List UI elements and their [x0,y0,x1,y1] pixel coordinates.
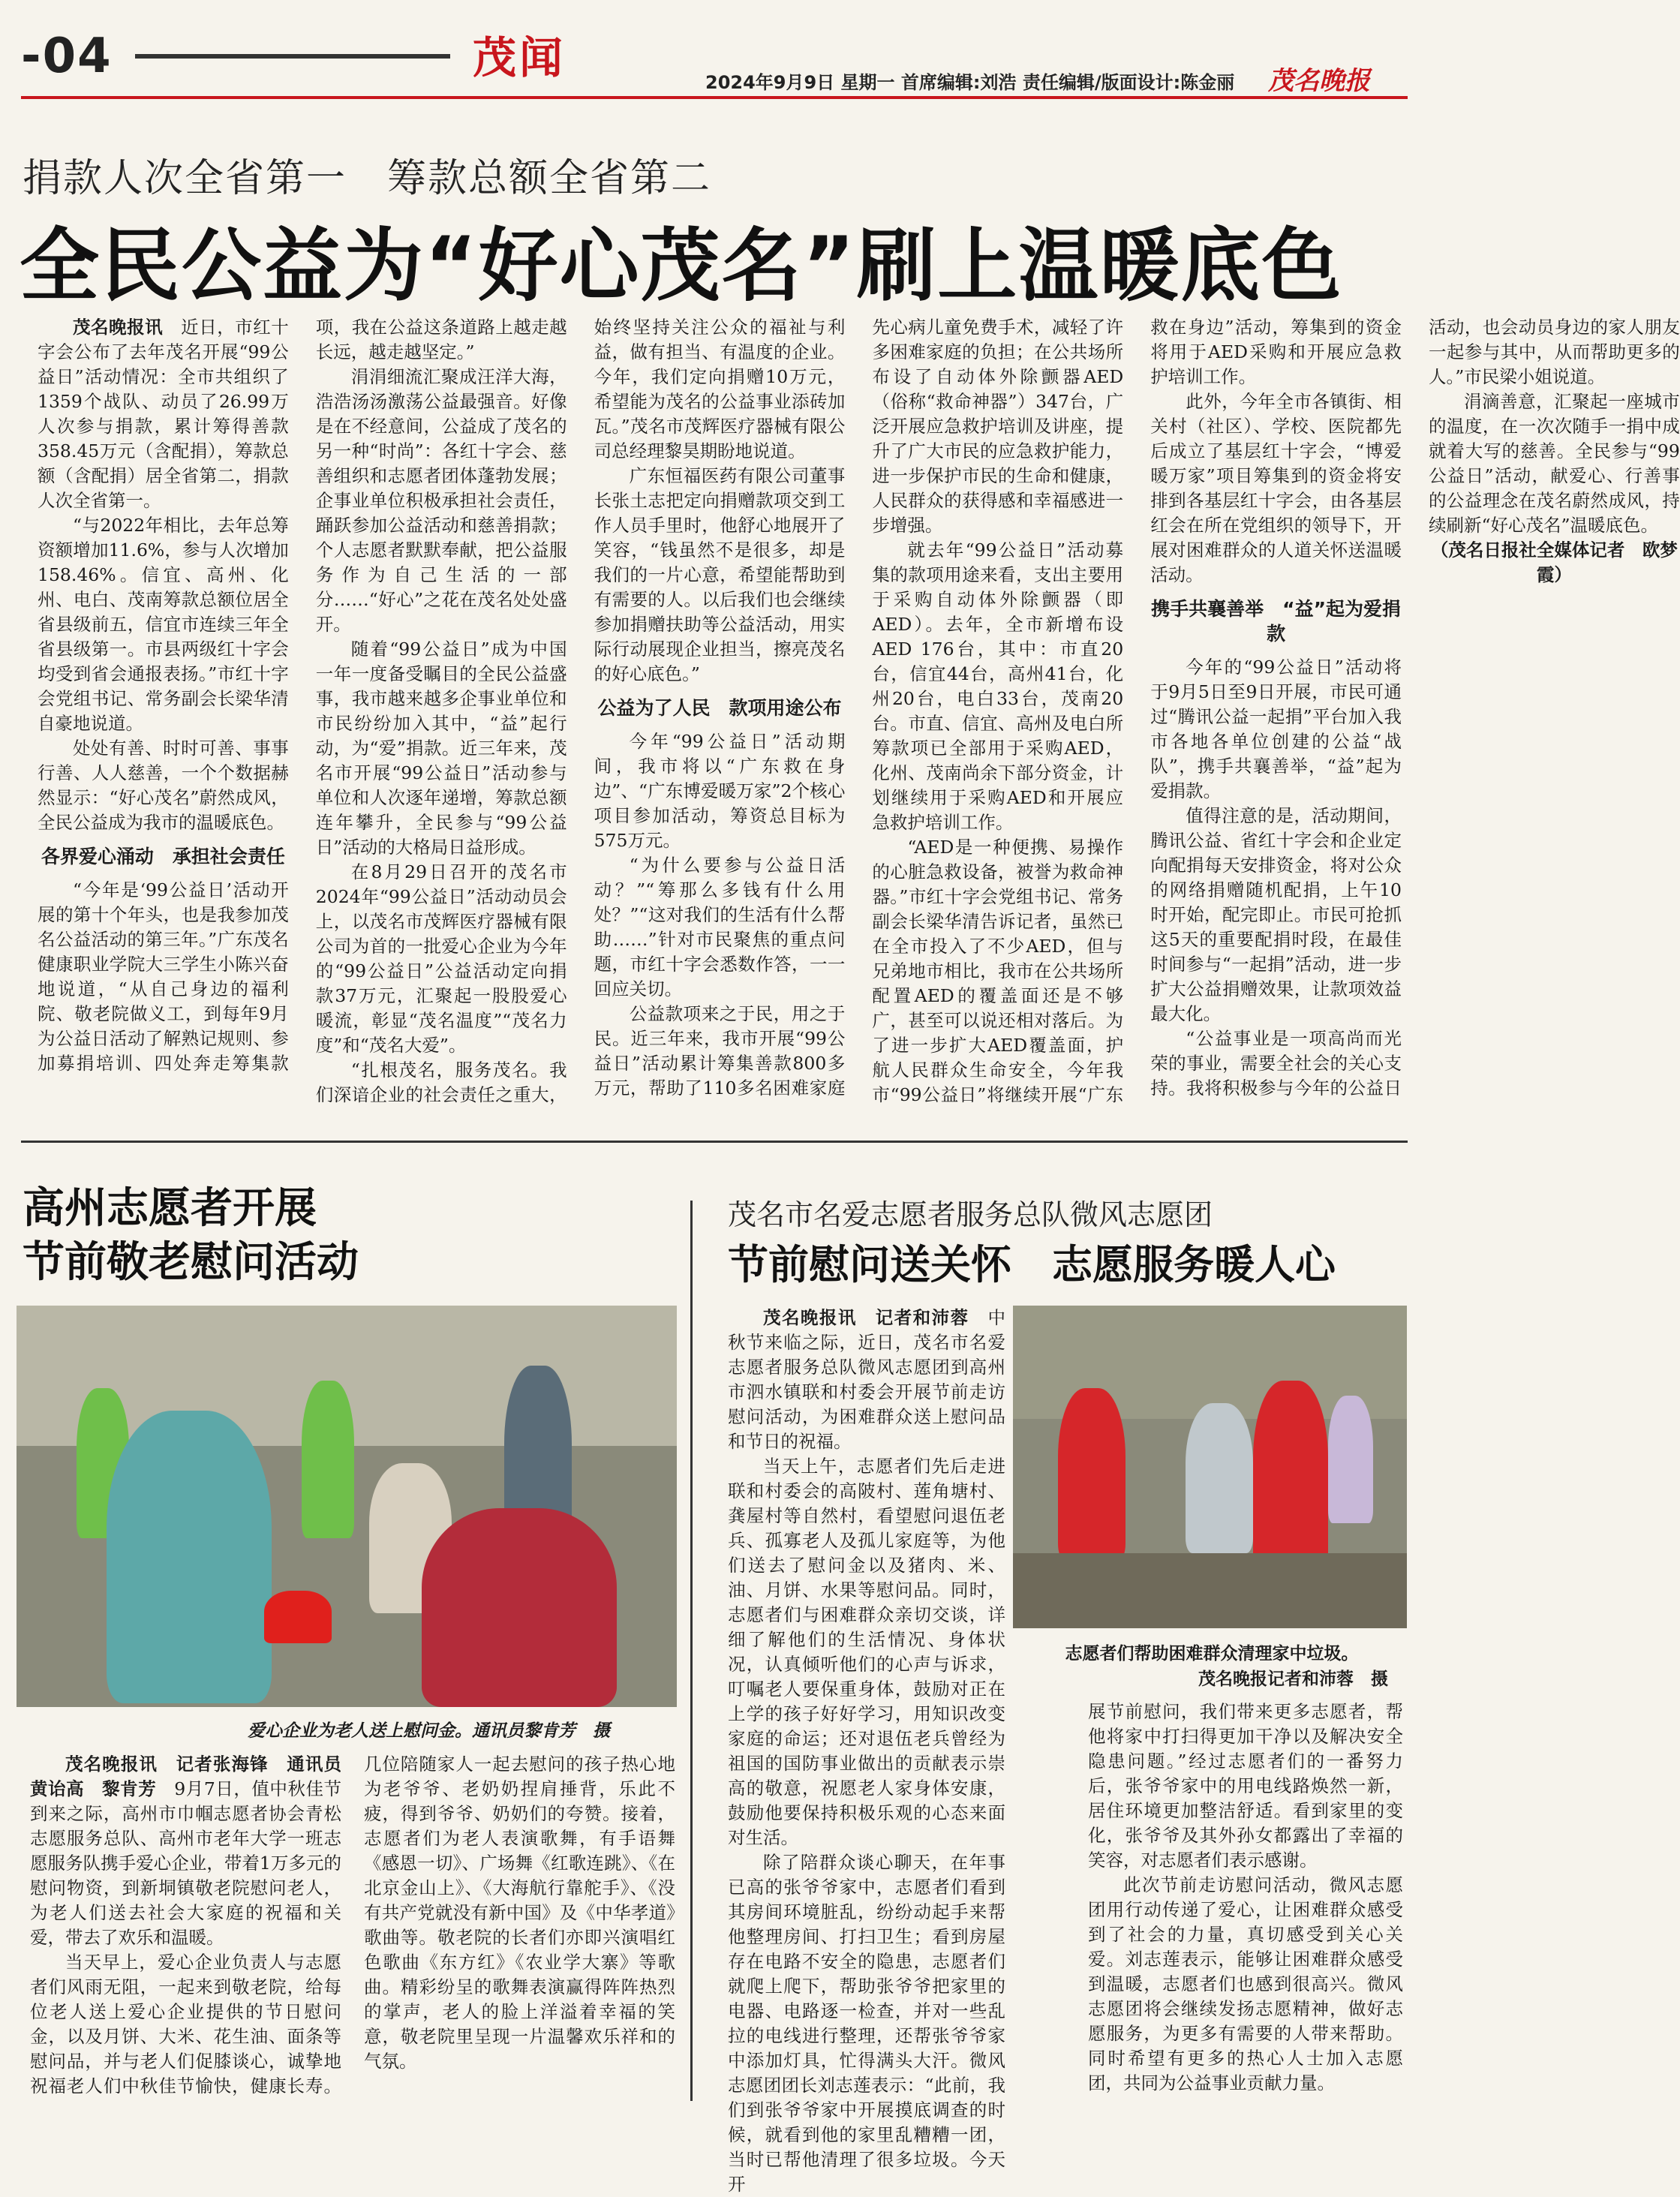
article-paragraph: 展节前慰问，我们带来更多志愿者，帮他将家中打扫得更加干净以及解决安全隐患问题。”经过志愿者们的一番努力后，张爷爷家中的用电线路焕然一新，居住环境更加整洁舒适。看到家里的变化，张爷爷及其外孙女都露出了幸福的笑容，对志愿者们表示感谢。 [1088,1701,1403,1871]
article-paragraph: 涓涓细流汇聚成汪洋大海，浩浩汤汤激荡公益最强音。好像是在不经意间，公益成了茂名的另一种“时尚”：各红十字会、慈善组织和志愿者团体蓬勃发展；企事业单位积极承担社会责任，踊跃参加公益活动和慈善捐款；个人志愿者默默奉献，把公益服务作为自己生活的一部分……“好心”之花在茂名处处盛开。 [315,366,567,635]
header-divider [135,54,450,59]
article-paragraph: 此外，今年全市各镇街、相关村（社区）、学校、医院都先后成立了基层红十字会，“博爱暖万家”项目筹集到的资金将安排到各基层红十字会，由各基层红会在所在党组织的领导下，开展对困难群众的人道关怀送温暖活动。 [1150,391,1402,585]
section-divider [21,1141,1408,1143]
lead-article-body [38,315,1680,1111]
section-heading: 公益为了人民 款项用途公布 [597,697,842,719]
right-story-photo [1013,1306,1407,1628]
article-paragraph: 处处有善、时时可善、事事行善、人人慈善，一个个数据赫然显示：“好心茂名”蔚然成风，全民公益成为我市的温暖底色。 [38,738,289,833]
author-credit: （茂名日报社全媒体记者 欧梦霞） [1430,539,1678,585]
section-heading: 各界爱心涌动 承担社会责任 [41,846,285,867]
article-paragraph: “为什么要参与公益日活动？”“筹那么多钱有什么用处？”“这对我们的生活有什么帮助……”针对市民聚焦的重点问题，市红十字会悉数作答，一一回应关切。 [594,855,846,999]
lead-headline: 全民公益为“好心茂名”刷上温暖底色 [20,220,1343,312]
article-paragraph: “扎根茂名，服务茂名。我们深谙企业的社会责任之重大，始终坚持关注公众的福祉与利益，做有担当、有温度的企业。今年，我们定向捐赠10万元，希望能为茂名的公益事业添砖加瓦。”茂名市茂辉医疗器械有限公司总经理黎昊期盼地说道。 [315,317,846,1105]
left-photo-caption: 爱心企业为老人送上慰问金。通讯员黎肯芳 摄 [248,1721,610,1741]
article-paragraph: 值得注意的是，活动期间，腾讯公益、省红十字会和企业定向配捐每天安排资金，将对公众的网络捐赠随机配捐，上午10时开始，配完即止。市民可抢抓这5天的重要配捐时段，在最佳时间参与“一起捐”活动，进一步扩大公益捐赠效果，让款项效益最大化。 [1150,805,1402,1024]
left-story-photo [17,1306,677,1707]
article-paragraph: “公益事业是一项高尚而光荣的事业，需要全社会的关心支持。我将积极参与今年的公益日活动，也会动员身边的家人朋友一起参与其中，从而帮助更多的人。”市民梁小姐说道。 [1150,317,1680,1098]
article-paragraph: 涓滴善意，汇聚起一座城市的温度，在一次次随手一捐中成就着大写的慈善。全民参与“99公益日”活动，献爱心、行善事的公益理念在茂名蔚然成风，持续刷新“好心茂名”温暖底色。 [1428,391,1680,536]
right-photo-caption: 志愿者们帮助困难群众清理家中垃圾。 茂名晚报记者和沛蓉 摄 [1065,1644,1388,1689]
article-paragraph: 茂名晚报讯 记者张海锋 通讯员黄诒高 黎肯芳 9月7日，值中秋佳节到来之际，高州市巾帼志愿者协会青松志愿服务总队、高州市老年大学一班志愿服务队携手爱心企业，带着1万多元的慰问物资，到新垌镇敬老院慰问老人，为老人们送去社会大家庭的祝福和关爱，带去了欢乐和温暖。 [30,1754,342,1948]
article-paragraph: 公益款项来之于民，用之于民。近三年来，我市开展“99公益日”活动累计筹集善款800多万元，帮助了110多名困难家庭先心病儿童免费手术，减轻了许多困难家庭的负担；在公共场所布设了自动体外除颤器AED（俗称“救命神器”）347台，广泛开展应急救护培训及讲座，提升了广大市民的应急救护能力，进一步保护市民的生命和健康，人民群众的获得感和幸福感进一步增强。 [594,317,1124,1098]
header-rule [21,96,1408,99]
section-name: 茂闻 [473,32,567,83]
article-paragraph: 茂名晚报讯 近日，市红十字会公布了去年茂名开展“99公益日”活动情况：全市共组织了1359个战队、动员了26.99万人次参与捐款，累计筹得善款358.45万元（含配捐），筹款总额（含配捐）居全省第二，捐款人次全省第一。 [38,317,289,511]
issue-info: 2024年9月9日 星期一 首席编辑:刘浩 责任编辑/版面设计:陈金丽 [705,72,1235,93]
right-story-title: 节前慰问送关怀 志愿服务暖人心 [728,1241,1336,1288]
article-paragraph: 当天早上，爱心企业负责人与志愿者们风雨无阻，一起来到敬老院，给每位老人送上爱心企业提供的节日慰问金，以及月饼、大米、花生油、面条等慰问品，并与老人们促膝谈心，诚挚地祝福老人们中秋佳节愉快，健康长寿。几位陪随家人一起去慰问的孩子热心地为老爷爷、老奶奶捏肩捶背，乐此不疲，得到爷爷、奶奶们的夸赞。接着，志愿者们为老人表演歌舞，有手语舞《感恩一切》、广场舞《红歌连跳》、《在北京金山上》、《大海航行靠舵手》、《没有共产党就没有新中国》及《中华孝道》歌曲等。敬老院的长者们亦即兴演唱红色歌曲《东方红》《农业学大寨》等歌曲。精彩纷呈的歌舞表演赢得阵阵热烈的掌声，老人的脸上洋溢着幸福的笑意，敬老院里呈现一片温馨欢乐祥和的气氛。 [30,1754,675,2096]
article-paragraph: 广东恒福医药有限公司董事长张土志把定向捐赠款项交到工作人员手里时，他舒心地展开了笑容，“钱虽然不是很多，却是我们的一片心意，希望能帮助到有需要的人。以后我们也会继续参加捐赠扶助等公益活动，用实际行动展现企业担当，擦亮茂名的好心底色。” [594,465,846,684]
article-paragraph: 茂名晚报讯 记者和沛蓉 中秋节来临之际，近日，茂名市名爱志愿者服务总队微风志愿团到高州市泗水镇联和村委会开展节前走访慰问活动，为困难群众送上慰问品和节日的祝福。 [728,1307,1006,1452]
article-paragraph: 随着“99公益日”成为中国一年一度备受瞩目的全民公益盛事，我市越来越多企事业单位和市民纷纷加入其中，“益”起行动，为“爱”捐款。近三年来，茂名市开展“99公益日”活动参与单位和人次逐年递增，筹款总额连年攀升，全民参与“99公益日”活动的大格局日益形成。 [315,639,567,858]
section-heading: 携手共襄善举 “益”起为爱捐款 [1151,598,1402,645]
page-number: -04 [21,29,113,84]
left-story-body [30,1752,675,2105]
article-paragraph: 此次节前走访慰问活动，微风志愿团用行动传递了爱心，让困难群众感受到了社会的力量，真切感受到关心关爱。刘志莲表示，能够让困难群众感受到温暖，志愿者们也感到很高兴。微风志愿团将会继续发扬志愿精神，做好志愿服务，为更多有需要的人带来帮助。同时希望有更多的热心人士加入志愿团，共同为公益事业贡献力量。 [1088,1874,1403,2093]
newspaper-logo: 茂名晚报 [1268,66,1370,96]
byline: 茂名晚报讯 [73,317,164,338]
article-paragraph: 今年的“99公益日”活动将于9月5日至9日开展，市民可通过“腾讯公益一起捐”平台加入我市各地各单位创建的公益“战队”，携手共襄善举，“益”起为爱捐款。 [1150,657,1402,801]
right-story-subtitle: 茂名市名爱志愿者服务总队微风志愿团 [728,1198,1213,1231]
column-divider [690,1201,693,2101]
article-paragraph: “AED是一种便携、易操作的心脏急救设备，被誉为救命神器。”市红十字会党组书记、常务副会长梁华清告诉记者，虽然已在全市投入了不少AED，但与兄弟地市相比，我市在公共场所配置AED的覆盖面还是不够广，甚至可以说还相对落后。为了进一步扩大AED覆盖面，护航人民群众生命安全，今年我市“99公益日”将继续开展“广东救在身边”活动，筹集到的资金将用于AED采购和开展应急救护培训工作。 [872,317,1402,1105]
article-paragraph: “今年是‘99公益日’活动开展的第十个年头，也是我参加茂名公益活动的第三年。”广东茂名健康职业学院大三学生小陈兴奋地说道，“从自己身边的福利院、敬老院做义工，到每年9月为公益日活动了解熟记规则、参加募捐培训、四处奔走筹集款项，我在公益这条道路上越走越长远，越走越坚定。” [38,317,567,1074]
article-paragraph: 今年“99公益日”活动期间，我市将以“广东救在身边”、“广东博爱暖万家”2个核心项目参加活动，筹资总目标为575万元。 [594,731,846,851]
article-paragraph: “与2022年相比，去年总筹资额增加11.6%，参与人次增加158.46%。信宜、高州、化州、电白、茂南筹款总额位居全省县级前五，信宜市连续三年全省县级第一。市县两级红十字会均受到省会通报表扬。”市红十字会党组书记、常务副会长梁华清自豪地说道。 [38,515,289,734]
right-story-column-1 [728,1306,1006,2195]
article-paragraph: 就去年“99公益日”活动募集的款项用途来看，支出主要用于采购自动体外除颤器（即AED）。去年，全市新增布设AED 176台，其中：市直20台，信宜44台，高州41台，化州20台，电白33台，茂南20台。市直、信宜、高州及电白所筹款项已全部用于采购AED，化州、茂南尚余下部分资金，计划继续用于采购AED和开展应急救护培训工作。 [872,539,1124,833]
byline: 茂名晚报讯 记者张海锋 通讯员黄诒高 黎肯芳 [30,1754,341,1799]
article-paragraph: 当天上午，志愿者们先后走进联和村委会的高陂村、莲角塘村、龚屋村等自然村，看望慰问退伍老兵、孤寡老人及孤儿家庭等，为他们送去了慰问金以及猪肉、米、油、月饼、水果等慰问品。同时，志愿者们与困难群众亲切交谈，详细了解他们的生活情况、身体状况，认真倾听他们的心声与诉求，叮嘱老人要保重身体，鼓励对正在上学的孩子好好学习，用知识改变家庭的命运；还对退伍老兵曾经为祖国的国防事业做出的贡献表示崇高的敬意，祝愿老人家身体安康，鼓励他要保持积极乐观的心态来面对生活。 [728,1456,1005,1848]
left-story-title: 高州志愿者开展 节前敬老慰问活动 [23,1184,359,1287]
article-paragraph: 除了陪群众谈心聊天，在年事已高的张爷爷家中，志愿者们看到其房间环境脏乱，纷纷动起手来帮他整理房间、打扫卫生；看到房屋存在电路不安全的隐患，志愿者们就爬上爬下，帮助张爷爷把家里的电器、电路逐一检查，并对一些乱拉的电线进行整理，还帮张爷爷家中添加灯具，忙得满头大汗。微风志愿团团长刘志莲表示：“此前，我们到张爷爷家中开展摸底调查的时候，就看到他的家里乱糟糟一团，当时已帮他清理了很多垃圾。今天开 [728,1852,1005,2195]
right-story-column-2 [1088,1700,1403,2105]
byline: 茂名晚报讯 记者和沛蓉 [763,1307,969,1328]
lead-subtitle: 捐款人次全省第一 筹款总额全省第二 [23,156,712,201]
article-paragraph: 在8月29日召开的茂名市2024年“99公益日”活动动员会上，以茂名市茂辉医疗器械有限公司为首的一批爱心企业为今年的“99公益日”公益活动定向捐款37万元，汇聚起一股股爱心暖流，彰显“茂名温度”“茂名力度”和“茂名大爱”。 [315,861,567,1056]
